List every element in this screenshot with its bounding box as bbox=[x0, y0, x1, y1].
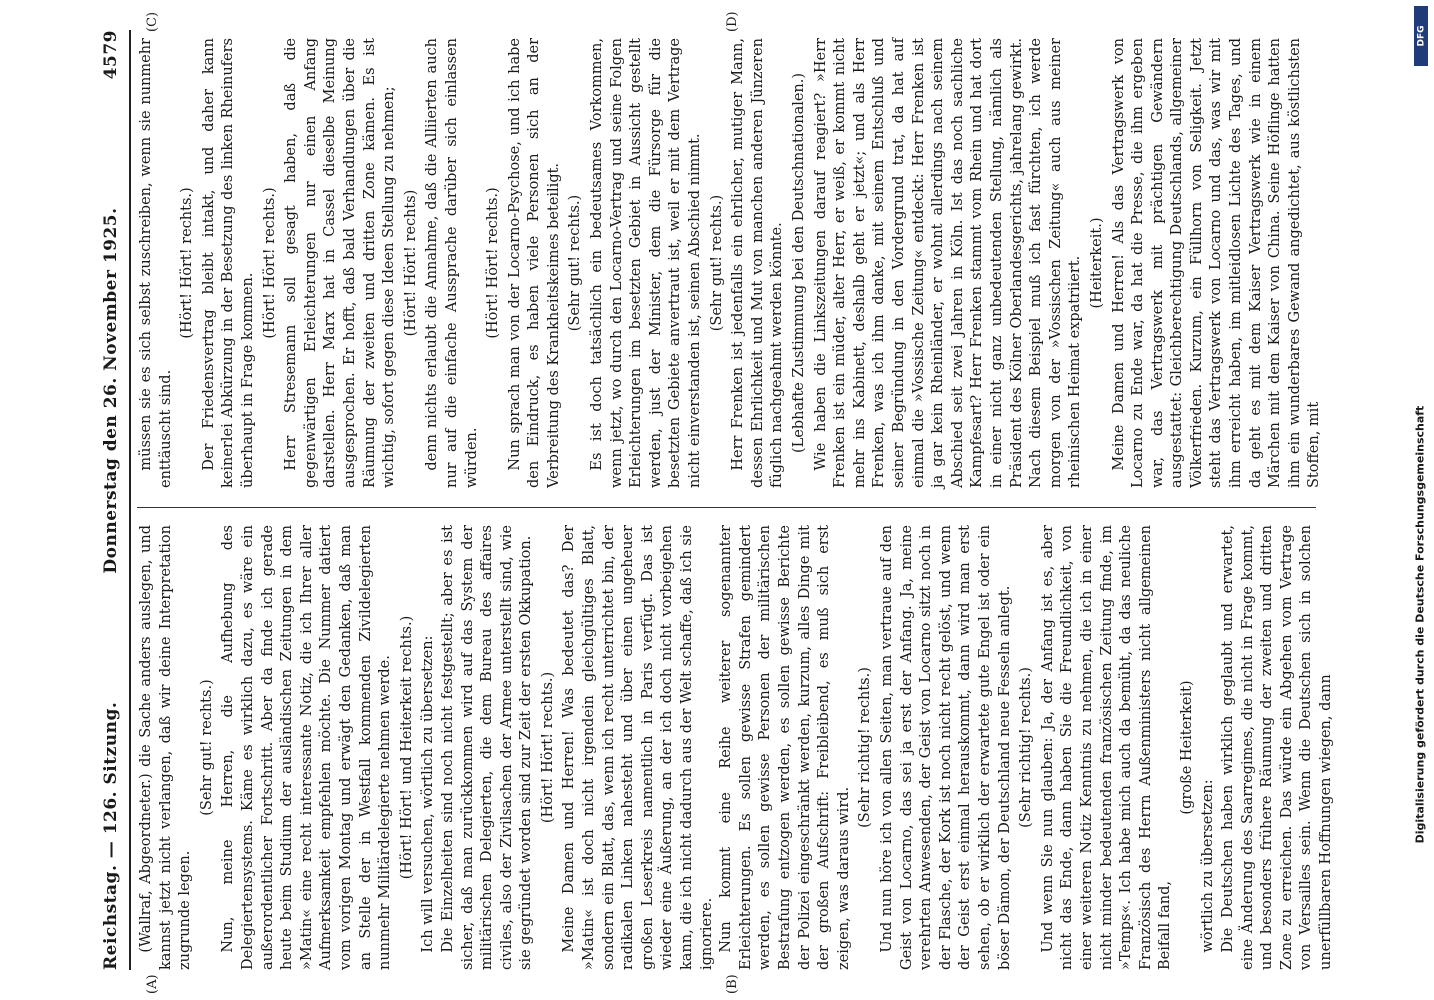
paragraph: (Sehr gut! rechts.) bbox=[567, 194, 584, 332]
paragraph: (Hört! Hört! rechts.) bbox=[179, 187, 196, 339]
paragraph: Nun sprach man von der Locarno-Psychose, und ich habe den Eindruck, es haben viele Personen sich an der Verbreitung des Krankheitskeimes beteiligt. bbox=[506, 38, 562, 488]
paragraph: Der Friedensvertrag bleibt intakt, und daher kann keinerlei Abkürzung in der Besetzung des linken Rheinufers überhaupt in Frage kommen. bbox=[200, 38, 256, 488]
margin-marker-c: (C) bbox=[145, 11, 160, 32]
paragraph: (Hört! Hört! rechts) bbox=[402, 189, 419, 337]
page-content bbox=[85, 0, 1335, 1000]
dfg-logo-text: DFG bbox=[1416, 25, 1427, 47]
margin-marker-d: (D) bbox=[725, 11, 740, 32]
header-session: — 126. Sitzung. bbox=[101, 701, 121, 859]
paragraph: (Hört! Hört! und Heiterkeit rechts.) bbox=[398, 615, 415, 880]
paragraph: Die Deutschen haben wirklich geglaubt und erwartet, eine Änderung des Saarregimes, die nicht in Frage kommt, und besonders frühere Räumung der zweiten und dritten Zone zu erreichen. Das würde ein Abgehen vom Vertrage von Versailles sein. Wenn die Deutschen sich in solchen unerfüllbaren Hoffnungen wiegen, dann bbox=[1220, 525, 1335, 970]
paragraph: Herr Frenken ist jedenfalls ein ehrlicher, mutiger Mann, dessen Ehrlichkeit und Mut von manchen anderen Jünzeren füglich nachgeahmt werden könnte. bbox=[730, 38, 786, 488]
scanned-page bbox=[85, 0, 1335, 1000]
header-reichstag: Reichstag. bbox=[101, 864, 121, 970]
paragraph: (große Heiterkeit) bbox=[1178, 680, 1195, 815]
paragraph: (Sehr gut! rechts.) bbox=[708, 194, 725, 332]
paragraph: Und nun höre ich von allen Seiten, man vertraue auf den Geist von Locarno, das sei ja erst der Anfang. Ja, meine verehrten Anwesenden, der Geist von Locarno sitzt noch in der Flasche, der Kork ist noch nicht recht gelöst, und wenn der Geist erst einmal herauskommt, dann wird man erst sehen, ob er wirklich der erwartete gute Engel ist oder ein böser Dämon, der Deutschland neue Fesseln anlegt. bbox=[878, 525, 1013, 970]
paragraph: müssen sie es sich selbst zuschreiben, wenn sie nunmehr enttäuscht sind. bbox=[138, 38, 174, 488]
margin-marker-b: (B) bbox=[725, 974, 740, 994]
paragraph: Meine Damen und Herren! Was bedeutet das? Der »Matin« ist doch nicht irgendein gleichgültiges Blatt, sondern ein Blatt, das, wenn ich recht unterrichtet bin, der radikalen Linken nahesteht und über einen ungeheuer großen Leserkreis namentlich in Paris verfügt. Das ist wieder eine Äußerung, an der ich doch nicht vorbeigehen kann, die ich nicht dadurch aus der Welt schaffe, daß ich sie ignoriere. bbox=[561, 525, 715, 970]
paragraph: denn nichts erlaubt die Annahme, daß die Alliierten auch nur auf die einfache Aussprache darüber sich einlassen würden. bbox=[424, 38, 480, 488]
paragraph: (Heiterkeit.) bbox=[1088, 217, 1105, 309]
paragraph: Die Einzelheiten sind noch nicht festgestellt; aber es ist sicher, daß man zurückkommen wird auf das System der militärischen Delegierten, die dem Bureau des affaires civiles, also der Zivilsachen der Armee unterstellt sind, wie sie gegründet worden sind zur Zeit der ersten Okkupation. bbox=[439, 525, 535, 970]
paragraph: Nun kommt eine Reihe weiterer sogenannter Erleichterungen. Es sollen gewisse Strafen gemindert werden, es sollen gewisse Personen der militärischen Bestrafung entzogen werden, es sollen gewisse Berichte der Polizei eingeschränkt werden, kurzum, alles Dinge mit der großen Aufschrift: Freibleibend, es muß sich erst zeigen, was daraus wird. bbox=[718, 525, 852, 970]
left-column bbox=[137, 525, 1335, 970]
paragraph: (Sehr gut! rechts.) bbox=[198, 679, 215, 816]
paragraph: (Hört! Hört! rechts.) bbox=[261, 187, 278, 339]
page-number: 4579 bbox=[101, 30, 121, 80]
paragraph: Ich will versuchen, wörtlich zu übersetzen: bbox=[420, 635, 437, 953]
running-header bbox=[93, 30, 131, 970]
paragraph: wörtlich zu übersetzen: bbox=[1200, 779, 1217, 953]
column-divider bbox=[137, 507, 1316, 508]
digitization-credit-text: Digitalisierung gefördert durch die Deutsche Forschungsgemeinschaft bbox=[1413, 405, 1427, 844]
margin-marker-a: (A) bbox=[145, 974, 160, 994]
rotated-page bbox=[85, 0, 1335, 1000]
header-left bbox=[101, 702, 121, 970]
paragraph: Herr Stresemann soll gesagt haben, daß die gegenwärtigen Erleichterungen nur einen Anfang darstellen. Herr Marx hat in Cassel dieselbe Meinung ausgesprochen. Er hofft, daß bald Verhandlungen über die Räumung der zweiten und dritten Zone kämen. Es ist wichtig, sofort gegen diese Ideen Stellung zu nehmen; bbox=[283, 38, 398, 488]
paragraph: (Sehr richtig! rechts.) bbox=[1018, 667, 1035, 828]
right-column bbox=[137, 38, 1323, 488]
paragraph: (Hört! Hört! rechts.) bbox=[485, 187, 502, 339]
paragraph: Meine Damen und Herren! Als das Vertragswerk von Locarno zu Ende war, da hat die Presse, die ihm ergeben war, das Vertragswerk mit prächtigen Gewändern ausgestattet: Gleichberechtigung Deutschlands, allgemeiner Völkerfrieden. Kurzum, ein Füllhorn von Seligkeit. Jetzt steht das Vertragswerk von Locarno und das, was wir mit ihm erreicht haben, im mitleidlosen Lichte des Tages, und da geht es mit dem Kaiser Vertragswerk wie in einem Märchen mit dem Kaiser von China. Seine Höflinge hatten ihm ein wunderbares Gewand angedichtet, aus köstlichsten Stoffen, mit bbox=[1110, 38, 1323, 488]
digitization-credit bbox=[1408, 6, 1432, 996]
header-date: Donnerstag den 26. November 1925. bbox=[101, 207, 121, 574]
paragraph: (Sehr richtig! rechts.) bbox=[857, 667, 874, 828]
paragraph: (Lebhafte Zustimmung bei den Deutschnationalen.) bbox=[791, 72, 807, 454]
paragraph: Wie haben die Linkszeitungen darauf reagiert? »Herr Frenken ist ein müder, alter Herr, er weiß, er kommt nicht mehr ins Kabinett, deshalb geht er jetzt«; und als Herr Frenken, was ich ihm danke, mit seinem Entschluß und seiner Begründung in den Vordergrund trat, da hat auf einmal die »Vossische Zeitung« entdeckt: Herr Frenken ist ja gar kein Rheinländer, er wohnt allerdings nach seinem Abschied seit zwei Jahren in Köln. Ist das noch sachliche Kampfesart? Herr Frenken stammt vom Rhein und hat dort in einer nicht ganz unbedeutenden Stellung, nämlich als Präsident des Kölner Oberlandesgerichts, jahrelang gewirkt. Nach diesem Beispiel muß ich fast fürchten, ich werde morgen von der »Vossischen Zeitung« auch aus meiner rheinischen Heimat expatriiert. bbox=[812, 38, 1084, 488]
paragraph: Und wenn Sie nun glauben: Ja, der Anfang ist es, aber nicht das Ende, dann haben Sie die Freundlichkeit, von einer weiteren Notiz Kenntnis zu nehmen, die ich in einer nicht minder bedeutenden französischen Zeitung finde, im »Temps«. Ich habe mich auch da bemüht, da das neuliche Französisch des Herrn Außenministers nicht allgemeinen Beifall fand, bbox=[1039, 525, 1174, 970]
paragraph: (Hört! Hört! rechts.) bbox=[539, 671, 556, 824]
paragraph: Es ist doch tatsächlich ein bedeutsames Vorkommen, wenn jetzt, wo durch den Locarno-Vertrag und seine Folgen Erleichterungen im besetzten Gebiet in Aussicht gestellt werden, just der Minister, dem die Fürsorge für die besetzten Gebiete anvertraut ist, weil er mit dem Vertrage nicht einverstanden ist, seinen Abschied nimmt. bbox=[589, 38, 704, 488]
paragraph: (Wallraf, Abgeordneter.) die Sache anders auslegen, und kannst jetzt nicht verlangen, daß wir deine Interpretation zugrunde legen. bbox=[138, 525, 194, 970]
paragraph: Nun, meine Herren, die Aufhebung des Delegiertensystems. Käme es wirklich dazu, es wäre ein außerordentlicher Fortschritt. Aber da finde ich gerade heute beim Studium der ausländischen Zeitungen in dem »Matin« eine recht interessante Notiz, die ich Ihrer aller Aufmerksamkeit empfehlen möchte. Die Nummer datiert vom vorigen Montag und erwägt den Gedanken, daß man an Stelle der in Westfall kommenden Zivildelegierten nunmehr Militärdelegierte nehmen werde. bbox=[220, 525, 394, 970]
